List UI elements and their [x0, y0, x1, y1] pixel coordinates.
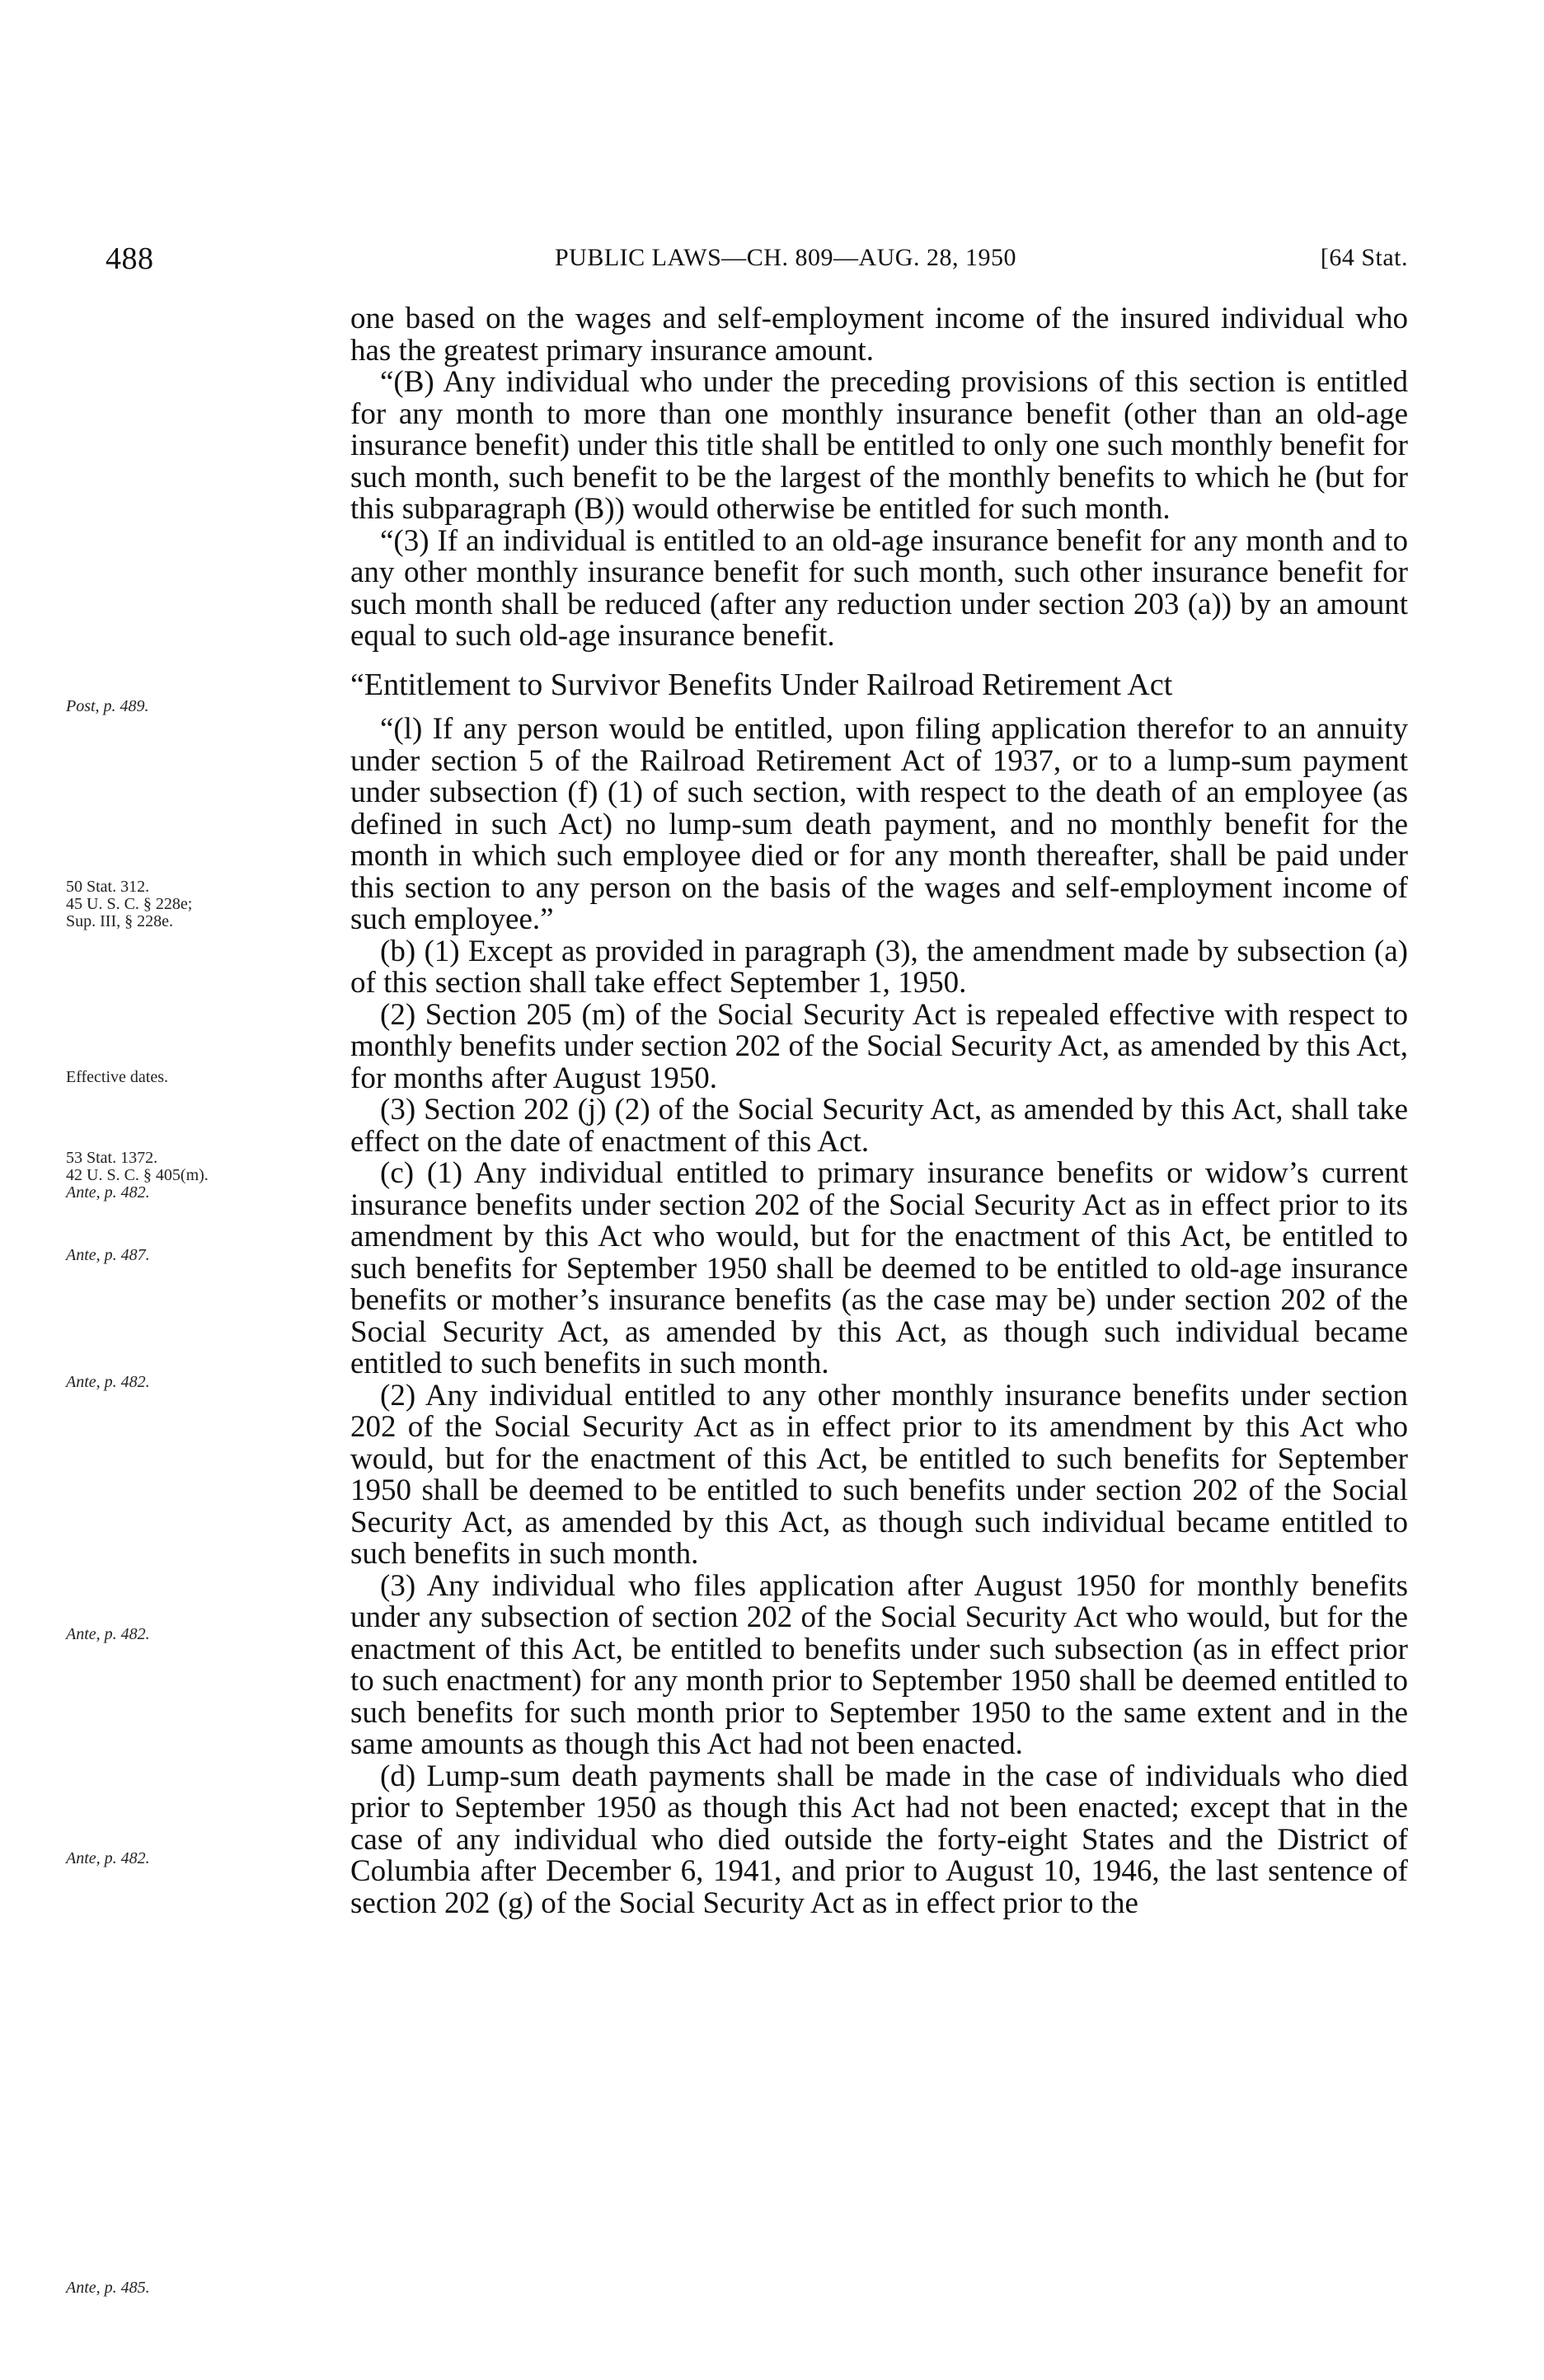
margin-note-post-489: Post, p. 489. — [66, 697, 149, 715]
margin-note-ante-485: Ante, p. 485. — [66, 2279, 150, 2297]
paragraph: (b) (1) Except as provided in paragraph (3), the amendment made by subsection (a) of this section shall take effect September 1, 1950. — [350, 934, 1408, 1000]
running-title: PUBLIC LAWS—CH. 809—AUG. 28, 1950 — [555, 244, 1016, 271]
section-heading: “Entitlement to Survivor Benefits Under Railroad Retirement Act — [350, 667, 1173, 702]
margin-note-45-usc: 45 U. S. C. § 228e; — [66, 895, 193, 913]
paragraph: (3) Section 202 (j) (2) of the Social Security Act, as amended by this Act, shall take effect on the date of enactment of this Act. — [350, 1093, 1408, 1159]
margin-note-ante-482-d: Ante, p. 482. — [66, 1849, 150, 1867]
page-number: 488 — [106, 241, 154, 276]
paragraph: (3) Any individual who files application after August 1950 for monthly benefits under any subsection of section 202 of the Social Security Act who would, but for the enactment of this Act, be entitled to benefits under such subsection (as in effect prior to such enactment) for any month prior to September 1950 shall be deemed entitled to such benefits for such month prior to September 1950 to the same extent and in the same amounts as though this Act had not been enacted. — [350, 1568, 1408, 1761]
margin-note-53-stat: 53 Stat. 1372. — [66, 1149, 158, 1167]
margin-note-42-usc: 42 U. S. C. § 405(m). — [66, 1166, 209, 1184]
paragraph: “(B) Any individual who under the preceding provisions of this section is entitled for any month to more than one monthly insurance benefit (other than an old-age insurance benefit) under this title shall be entitled to only one such monthly benefit for such month, such benefit to be the largest of the monthly benefits to which he (but for this subparagraph (B)) would otherwise be entitled for such month. — [350, 365, 1408, 526]
margin-note-ante-482-a: Ante, p. 482. — [66, 1183, 150, 1202]
paragraph: (c) (1) Any individual entitled to primary insurance benefits or widow’s current insurance benefits under section 202 of the Social Security Act as in effect prior to its amendment by this Act who would, but for the enactment of this Act, be entitled to such benefits for September 1950 shall be deemed to be entitled to old-age insurance benefits or mother’s insurance benefits (as the case may be) under section 202 of the Social Security Act, as amended by this Act, as though such individual became entitled to such benefits in such month. — [350, 1156, 1408, 1380]
paragraph: (2) Section 205 (m) of the Social Security Act is repealed effective with respect to monthly benefits under section 202 of the Social Security Act, as amended by this Act, for months after August 1950. — [350, 997, 1408, 1095]
margin-note-50-stat: 50 Stat. 312. — [66, 878, 150, 896]
margin-note-effective-dates: Effective dates. — [66, 1068, 169, 1086]
margin-note-ante-487: Ante, p. 487. — [66, 1246, 150, 1264]
paragraph: (d) Lump-sum death payments shall be made in the case of individuals who died prior to September 1950 as though this Act had not been enacted; except that in the case of any individual who died outside the forty-eight States and the District of Columbia after December 6, 1941, and prior to August 10, 1946, the last sentence of section 202 (g) of the Social Security Act as in effect prior to the — [350, 1759, 1408, 1920]
margin-note-ante-482-b: Ante, p. 482. — [66, 1373, 150, 1391]
body-text — [350, 303, 1408, 1919]
running-header — [106, 241, 1408, 274]
paragraph: one based on the wages and self-employment income of the insured individual who has the greatest primary insurance amount. — [350, 302, 1408, 368]
margin-note-ante-482-c: Ante, p. 482. — [66, 1625, 150, 1643]
paragraph: “(3) If an individual is entitled to an old-age insurance benefit for any month and to any other monthly insurance benefit for such month, such other insurance benefit for such month shall be reduced (after any reduction under section 203 (a)) by an amount equal to such old-age insurance benefit. — [350, 523, 1408, 653]
volume-reference: [64 Stat. — [1320, 244, 1408, 271]
paragraph: (2) Any individual entitled to any other monthly insurance benefits under section 202 of the Social Security Act as in effect prior to its amendment by this Act who would, but for the enactment of this Act, be entitled to such benefits for September 1950 shall be deemed to be entitled to such benefits under section 202 of the Social Security Act, as amended by this Act, as though such individual became entitled to such benefits in such month. — [350, 1378, 1408, 1571]
margin-note-sup-iii: Sup. III, § 228e. — [66, 912, 173, 930]
paragraph: “(l) If any person would be entitled, upon filing application therefor to an annuity under section 5 of the Railroad Retirement Act of 1937, or to a lump-sum payment under subsection (f) (1) of such section, with respect to the death of an employee (as defined in such Act) no lump-sum death payment, and no monthly benefit for the month in which such employee died or for any month thereafter, shall be paid under this section to any person on the basis of the wages and self-employment income of such employee.” — [350, 712, 1408, 936]
